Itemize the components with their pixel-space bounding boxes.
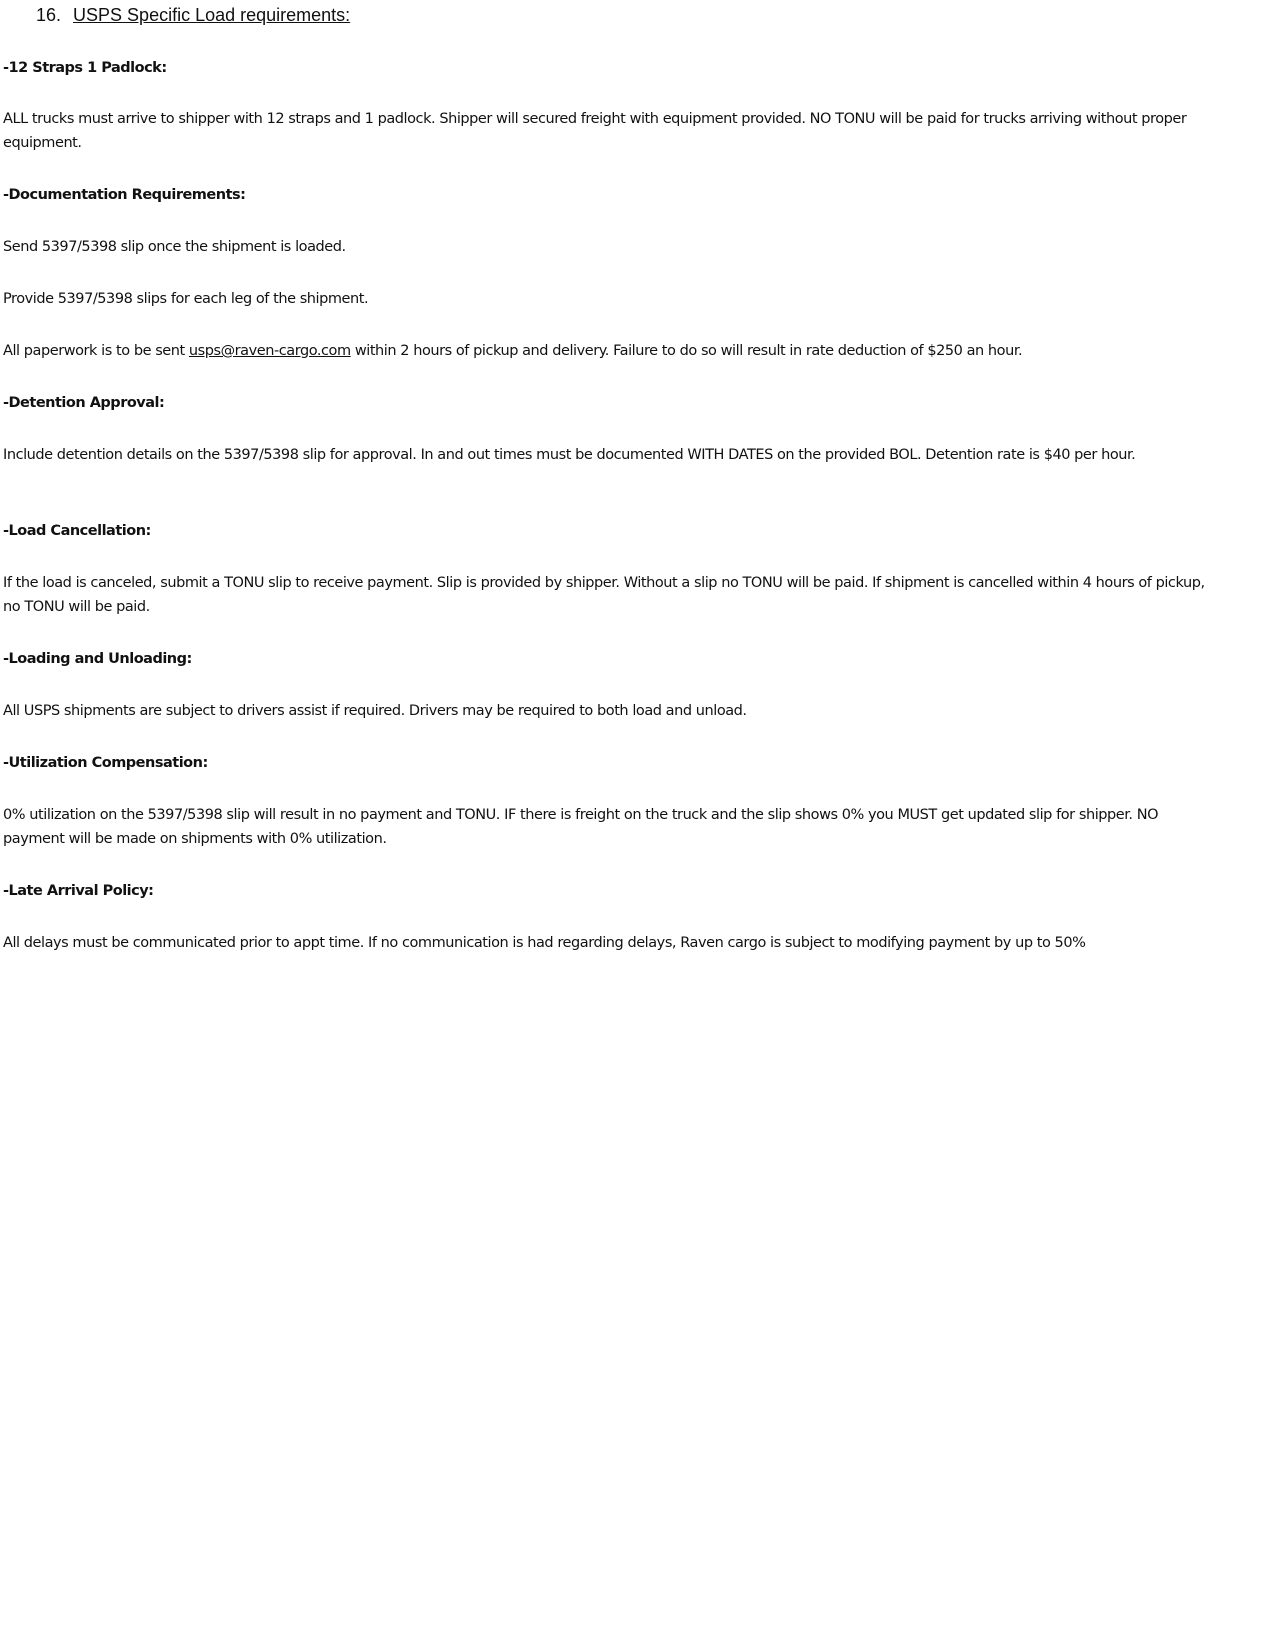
documentation-line3-before: All paperwork is to be sent: [3, 343, 189, 359]
documentation-title-block: [3, 183, 1218, 207]
loading-text-block: [3, 699, 1218, 723]
documentation-line1-block: [3, 235, 1218, 259]
straps-title: -12 Straps 1 Padlock:: [3, 60, 167, 76]
section-number: 16.: [36, 5, 62, 25]
section-title: USPS Specific Load requirements:: [73, 5, 351, 25]
documentation-line3: [3, 339, 1218, 363]
email-link[interactable]: usps@raven-cargo.com: [188, 343, 351, 359]
documentation-line3-block: [3, 339, 1218, 363]
late-text-block: [3, 931, 1218, 955]
documentation-line1: Send 5397/5398 slip once the shipment is loaded.: [3, 239, 346, 255]
utilization-text: 0% utilization on the 5397/5398 slip will result in no payment and TONU. IF there is freight on the truck and the slip shows 0% you MUST get updated slip for shipper. NO payment will be made on shipments with 0% utilization.: [3, 807, 1159, 847]
cancellation-title-block: [3, 519, 1218, 543]
cancellation-text: If the load is canceled, submit a TONU slip to receive payment. Slip is provided by shipper. Without a slip no TONU will be paid. If shipment is cancelled within 4 hours of pickup, no TONU will be paid.: [3, 575, 1205, 615]
section-heading: [36, 4, 350, 26]
documentation-title: -Documentation Requirements:: [3, 187, 246, 203]
detention-title: -Detention Approval:: [3, 395, 165, 411]
cancellation-text-block: [3, 571, 1218, 619]
utilization-title: -Utilization Compensation:: [3, 755, 208, 771]
loading-text: All USPS shipments are subject to drivers assist if required. Drivers may be required to both load and unload.: [3, 703, 747, 719]
late-title-block: [3, 879, 1218, 903]
straps-text-block: [3, 107, 1218, 155]
documentation-line2: Provide 5397/5398 slips for each leg of the shipment.: [3, 291, 369, 307]
documentation-line2-block: [3, 287, 1218, 311]
utilization-text-block: [3, 803, 1218, 851]
late-title: -Late Arrival Policy:: [3, 883, 154, 899]
straps-text: ALL trucks must arrive to shipper with 12 straps and 1 padlock. Shipper will secured freight with equipment provided. NO TONU will be paid for trucks arriving without proper equipment.: [3, 111, 1187, 151]
detention-title-block: [3, 391, 1218, 415]
cancellation-title: -Load Cancellation:: [3, 523, 151, 539]
loading-title: -Loading and Unloading:: [3, 651, 192, 667]
late-text: All delays must be communicated prior to appt time. If no communication is had regarding delays, Raven cargo is subject to modifying payment by up to 50%: [3, 935, 1086, 951]
detention-text-block: [3, 443, 1218, 467]
loading-title-block: [3, 647, 1218, 671]
straps-title-block: [3, 56, 1218, 80]
detention-text: Include detention details on the 5397/5398 slip for approval. In and out times must be documented WITH DATES on the provided BOL. Detention rate is $40 per hour.: [3, 447, 1136, 463]
documentation-line3-after: within 2 hours of pickup and delivery. Failure to do so will result in rate deduction of $250 an hour.: [350, 343, 1023, 359]
utilization-title-block: [3, 751, 1218, 775]
